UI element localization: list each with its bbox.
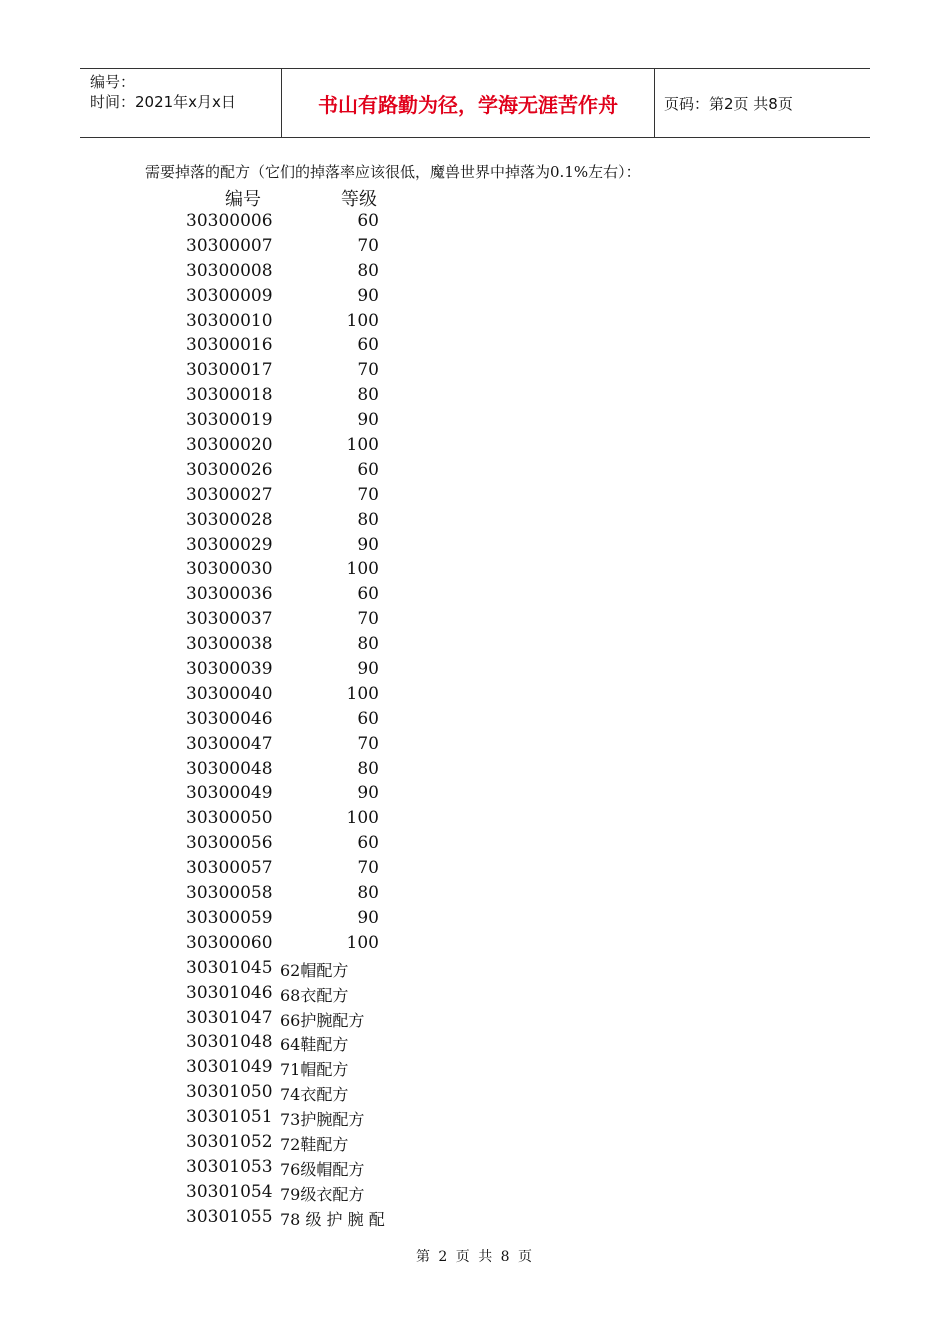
item-level: 70 (357, 609, 379, 630)
table-row (0, 757, 950, 782)
header-meta (80, 69, 281, 137)
item-id: 30300056 (186, 833, 273, 854)
table-row (0, 383, 950, 408)
table-row (0, 906, 950, 931)
item-id: 30300010 (186, 310, 273, 331)
item-id: 30300046 (186, 708, 273, 729)
table-row (0, 259, 950, 284)
table-row (0, 931, 950, 956)
page-header (80, 68, 870, 138)
table-row (0, 831, 950, 856)
document-time-label: 时间：2021年x月x日 (90, 93, 236, 111)
item-description: 79级衣配方 (280, 1184, 365, 1204)
item-id: 30301053 (186, 1156, 273, 1177)
header-motto: 书山有路勤为径，学海无涯苦作舟 (281, 69, 655, 137)
item-id: 30300057 (186, 858, 273, 879)
item-level: 70 (357, 235, 379, 256)
table-row (0, 582, 950, 607)
table-row (0, 1205, 950, 1230)
recipe-table (0, 209, 950, 1230)
item-description: 64鞋配方 (280, 1035, 349, 1055)
table-row (0, 508, 950, 533)
header-page-label: 页码：第2页 共8页 (664, 94, 793, 113)
item-level: 100 (346, 435, 379, 456)
item-id: 30300036 (186, 584, 273, 605)
table-row (0, 1180, 950, 1205)
header-page-info (654, 69, 870, 137)
table-row (0, 284, 950, 309)
item-level: 60 (357, 459, 379, 480)
item-id: 30301052 (186, 1131, 273, 1152)
table-row (0, 806, 950, 831)
item-level: 100 (346, 559, 379, 580)
table-row (0, 981, 950, 1006)
item-id: 30301047 (186, 1007, 273, 1028)
item-id: 30301054 (186, 1181, 273, 1202)
table-row (0, 1006, 950, 1031)
item-level: 90 (357, 783, 379, 804)
item-level: 80 (357, 883, 379, 904)
item-description: 73护腕配方 (280, 1110, 365, 1130)
table-row (0, 1105, 950, 1130)
table-row (0, 557, 950, 582)
table-row (0, 956, 950, 981)
item-id: 30300016 (186, 335, 273, 356)
item-id: 30300007 (186, 235, 273, 256)
item-level: 60 (357, 335, 379, 356)
item-id: 30300009 (186, 285, 273, 306)
item-id: 30300006 (186, 211, 273, 231)
item-id: 30300017 (186, 360, 273, 381)
table-row (0, 856, 950, 881)
item-id: 30301048 (186, 1032, 273, 1053)
item-id: 30300029 (186, 534, 273, 555)
intro-text: 需要掉落的配方（它们的掉落率应该很低，魔兽世界中掉落为0.1%左右）： (145, 163, 641, 181)
item-description: 71帽配方 (280, 1060, 349, 1080)
item-id: 30300020 (186, 435, 273, 456)
item-level: 70 (357, 733, 379, 754)
item-id: 30301050 (186, 1082, 273, 1103)
table-row (0, 1155, 950, 1180)
item-id: 30301055 (186, 1206, 273, 1227)
item-description: 76级帽配方 (280, 1159, 365, 1179)
item-id: 30300026 (186, 459, 273, 480)
table-row (0, 881, 950, 906)
item-id: 30300058 (186, 883, 273, 904)
table-row (0, 781, 950, 806)
item-level: 90 (357, 410, 379, 431)
item-level: 80 (357, 758, 379, 779)
item-description: 66护腕配方 (280, 1010, 365, 1030)
item-level: 60 (357, 584, 379, 605)
item-level: 60 (357, 211, 379, 231)
item-description: 68衣配方 (280, 985, 349, 1005)
item-id: 30301046 (186, 982, 273, 1003)
item-id: 30300038 (186, 634, 273, 655)
item-level: 90 (357, 907, 379, 928)
item-description: 78 级 护 腕 配 (280, 1209, 385, 1229)
table-row (0, 533, 950, 558)
table-row (0, 732, 950, 757)
item-id: 30301049 (186, 1057, 273, 1078)
item-id: 30300047 (186, 733, 273, 754)
item-level: 60 (357, 833, 379, 854)
item-id: 30300030 (186, 559, 273, 580)
column-header-level: 等级 (341, 189, 377, 210)
table-row (0, 1030, 950, 1055)
table-row (0, 632, 950, 657)
item-level: 60 (357, 708, 379, 729)
table-row (0, 483, 950, 508)
item-description: 72鞋配方 (280, 1134, 349, 1154)
table-row (0, 607, 950, 632)
table-row (0, 1055, 950, 1080)
item-level: 80 (357, 509, 379, 530)
item-id: 30301045 (186, 957, 273, 978)
item-level: 90 (357, 285, 379, 306)
document-number-label: 编号： (90, 73, 136, 91)
item-id: 30300039 (186, 659, 273, 680)
table-row (0, 1080, 950, 1105)
item-level: 100 (346, 808, 379, 829)
item-id: 30300060 (186, 932, 273, 953)
item-id: 30300037 (186, 609, 273, 630)
item-level: 100 (346, 932, 379, 953)
table-row (0, 1130, 950, 1155)
item-description: 74衣配方 (280, 1085, 349, 1105)
item-level: 70 (357, 360, 379, 381)
item-id: 30300008 (186, 260, 273, 281)
item-id: 30300048 (186, 758, 273, 779)
table-row (0, 309, 950, 334)
item-id: 30300018 (186, 385, 273, 406)
table-row (0, 333, 950, 358)
item-id: 30300019 (186, 410, 273, 431)
item-id: 30300050 (186, 808, 273, 829)
item-id: 30300059 (186, 907, 273, 928)
item-description: 62帽配方 (280, 960, 349, 980)
table-row (0, 657, 950, 682)
item-level: 80 (357, 634, 379, 655)
item-level: 70 (357, 484, 379, 505)
column-header-id: 编号 (225, 189, 261, 210)
page-footer: 第 2 页 共 8 页 (415, 1249, 535, 1265)
table-row (0, 458, 950, 483)
table-row (0, 433, 950, 458)
item-id: 30300028 (186, 509, 273, 530)
item-level: 80 (357, 260, 379, 281)
item-level: 70 (357, 858, 379, 879)
item-id: 30300040 (186, 683, 273, 704)
item-level: 90 (357, 534, 379, 555)
item-level: 80 (357, 385, 379, 406)
item-level: 100 (346, 683, 379, 704)
item-id: 30300049 (186, 783, 273, 804)
item-id: 30301051 (186, 1107, 273, 1128)
item-id: 30300027 (186, 484, 273, 505)
table-row (0, 682, 950, 707)
table-row (0, 358, 950, 383)
item-level: 90 (357, 659, 379, 680)
table-row (0, 408, 950, 433)
table-row (0, 707, 950, 732)
item-level: 100 (346, 310, 379, 331)
table-row (0, 234, 950, 259)
table-row (0, 209, 950, 234)
